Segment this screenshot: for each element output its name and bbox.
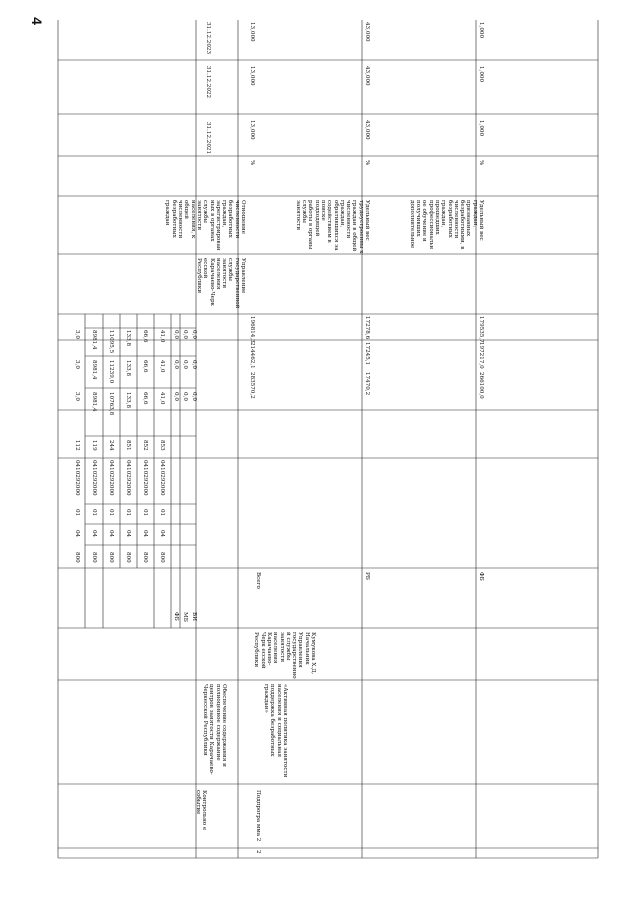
date-2021-header: 31.12.2021: [205, 122, 211, 155]
zero-row-2021: 0,0: [173, 392, 179, 401]
upper-row-v2021: 41,0: [159, 392, 165, 405]
amount-2023: 196814,3: [249, 316, 255, 343]
event-kind: Контрольно е событие: [194, 790, 207, 831]
date-2022-header: 31.12.2022: [205, 66, 211, 99]
upper-row-csr: 0410292000: [125, 460, 131, 496]
upper-row-v2023: 133,8: [125, 330, 131, 347]
upper-row-pr: 01: [159, 509, 165, 517]
indicator-2-2023: 43,000: [364, 22, 370, 42]
upper-row-pr: 01: [74, 509, 80, 517]
fb-2023: 179535,7: [478, 316, 484, 343]
zero-row-2023: 0,0: [182, 330, 188, 339]
source-fb: ФБ: [478, 572, 484, 581]
indicator-3-2023: 1,000: [478, 22, 484, 39]
upper-row-csr: 0410292000: [108, 460, 114, 496]
upper-row-csr: 0410292000: [74, 460, 80, 496]
upper-row-gr: 800: [159, 552, 165, 563]
upper-row-v2021: 8981,4: [91, 392, 97, 412]
source-rb: РБ: [364, 572, 370, 580]
upper-source-label: МБ: [182, 612, 188, 622]
upper-row-rz: 04: [91, 530, 97, 538]
upper-row-gr: 800: [142, 552, 148, 563]
indicator-2-unit: %: [364, 160, 370, 166]
source-all: Всего: [255, 572, 261, 589]
upper-row-vr: 851: [125, 440, 131, 451]
upper-row-csr: 0410292000: [91, 460, 97, 496]
rb-2021: 17470,2: [364, 372, 370, 396]
zero-row-2023: 0,0: [173, 330, 179, 339]
executor: Управление государственной службы занятости населения Карачаево-Черк есской Республики: [195, 258, 246, 309]
upper-row-v2022: 8981,4: [91, 360, 97, 380]
upper-row-v2022: 41,0: [159, 360, 165, 373]
indicator-3-2022: 1,000: [478, 66, 484, 83]
upper-row-v2021: 66,6: [142, 392, 148, 405]
zero-row-2022: 0,0: [182, 360, 188, 369]
upper-row-v2023: 8981,4: [91, 330, 97, 350]
upper-row-v2022: 133,8: [125, 360, 131, 377]
upper-row-v2022: 66,6: [142, 360, 148, 373]
indicator-3-name: Удельный вес граждан, признанных безработными, в численности безработных граждан, прошедших профессиональн ое обучение и получивших дополнительное: [408, 200, 484, 250]
indicator-1-name: Отношение численности безработных граждан, зарегистрирован ных в органах службы занятости населения, к общей численности безработных граждан: [164, 200, 246, 251]
zero-row-2021: 0,0: [191, 392, 197, 401]
upper-row-vr: 852: [142, 440, 148, 451]
upper-row-rz: 04: [125, 530, 131, 538]
fb-2022: 197217,0: [478, 342, 484, 369]
upper-row-rz: 04: [108, 530, 114, 538]
upper-source-label: ВИ: [191, 612, 197, 621]
upper-row-csr: 0410292000: [142, 460, 148, 496]
upper-row-vr: 112: [74, 440, 80, 451]
indicator-2-2022: 43,000: [364, 66, 370, 86]
upper-row-gr: 800: [91, 552, 97, 563]
upper-row-v2023: 11095,5: [108, 330, 114, 354]
indicator-1-2022: 13,000: [249, 66, 255, 86]
indicator-3-unit: %: [478, 160, 484, 166]
upper-row-pr: 01: [108, 509, 114, 517]
upper-row-rz: 04: [159, 530, 165, 538]
upper-row-rz: 04: [74, 530, 80, 538]
fb-2021: 266100,0: [478, 372, 484, 399]
upper-row-csr: 0410292000: [159, 460, 165, 496]
upper-row-v2021: 10763,8: [108, 392, 114, 416]
page-number: 4: [28, 17, 45, 25]
zero-row-2022: 0,0: [173, 360, 179, 369]
indicator-1-unit: %: [249, 160, 255, 166]
zero-row-2021: 0,0: [182, 392, 188, 401]
event-description: Обеспечение содержания и полноценное содержание центров занятости Карачаево-Черкесской Республики: [202, 684, 227, 775]
upper-row-pr: 01: [125, 509, 131, 517]
upper-row-vr: 244: [108, 440, 114, 451]
indicator-1-2021: 13,000: [249, 120, 255, 140]
upper-source-label: ФБ: [173, 612, 179, 621]
upper-row-v2022: 3,0: [74, 360, 80, 369]
upper-row-v2021: 133,8: [125, 392, 131, 409]
upper-row-v2023: 3,0: [74, 330, 80, 339]
upper-row-pr: 01: [142, 509, 148, 517]
subprogram-kind: Подпрогра мма 2: [255, 790, 261, 842]
upper-row-vr: 853: [159, 440, 165, 451]
upper-row-pr: 01: [91, 509, 97, 517]
zero-row-2022: 0,0: [191, 360, 197, 369]
rb-2023: 17278,6: [364, 316, 370, 340]
amount-2022: 214462,1: [249, 342, 255, 369]
upper-row-v2023: 41,0: [159, 330, 165, 343]
indicator-2-name: Удельный вес трудоустроенны х граждан в общей численности граждан, обратившихся за содействием в поиске подходящей работы в органы службы занятости: [294, 200, 370, 254]
zero-row-2023: 0,0: [191, 330, 197, 339]
rb-2022: 17245,1: [364, 342, 370, 366]
date-2023-header: 31.12.2023: [205, 22, 211, 55]
indicator-2-2021: 43,000: [364, 120, 370, 140]
amount-2021: 283570,2: [249, 372, 255, 399]
upper-row-gr: 800: [108, 552, 114, 563]
indicator-3-2021: 1,000: [478, 120, 484, 137]
indicator-1-2023: 13,000: [249, 22, 255, 42]
upper-row-gr: 800: [74, 552, 80, 563]
upper-row-rz: 04: [142, 530, 148, 538]
subprogram-number: 2: [255, 850, 261, 854]
subprogram-title: «Активная политика занятости населения и социальная поддержка безработных граждан»: [263, 684, 288, 778]
upper-row-v2022: 11239,0: [108, 360, 114, 384]
upper-row-v2023: 66,6: [142, 330, 148, 343]
upper-row-v2021: 3,0: [74, 392, 80, 401]
responsible-person: Кумукова Х.Д. Начальник Управления государственно й службы занятости населения Карачаево-Черк есской Республики: [253, 632, 316, 679]
upper-row-gr: 800: [125, 552, 131, 563]
upper-row-vr: 119: [91, 440, 97, 451]
